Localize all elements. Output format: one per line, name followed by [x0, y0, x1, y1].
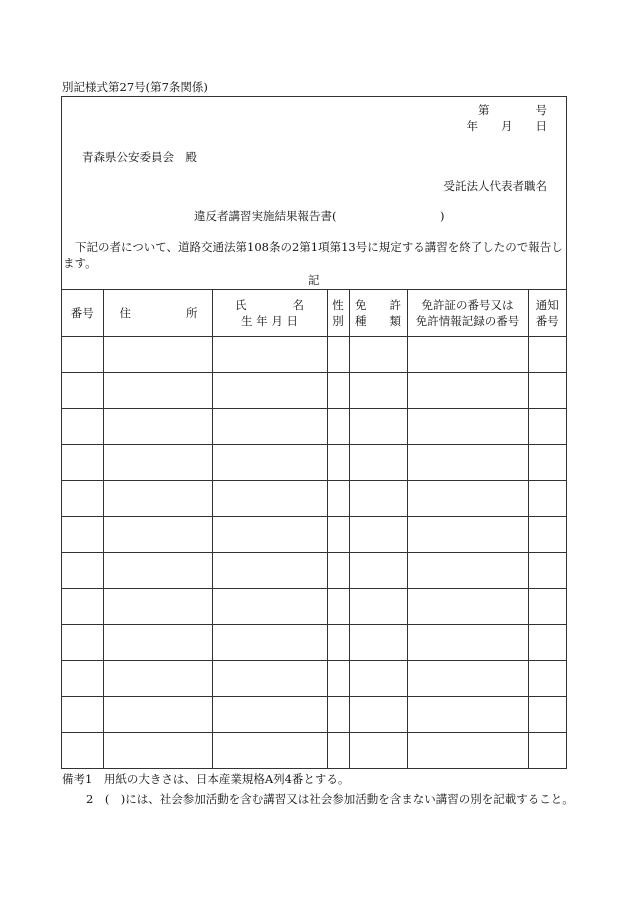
cell-sex[interactable]	[327, 661, 349, 697]
table-row	[62, 445, 566, 481]
cell-sex[interactable]	[327, 733, 349, 769]
cell-license-type[interactable]	[349, 373, 407, 409]
cell-number[interactable]	[62, 625, 103, 661]
cell-notice-number[interactable]	[528, 733, 566, 769]
report-title: 違反者講習実施結果報告書( )	[194, 209, 445, 223]
header-name: 氏 名	[235, 298, 304, 312]
cell-address[interactable]	[103, 589, 212, 625]
note-1: 備考1 用紙の大きさは、日本産業規格A列4番とする。	[62, 772, 350, 786]
cell-license-type[interactable]	[349, 481, 407, 517]
cell-address[interactable]	[103, 337, 212, 373]
cell-name-dob[interactable]	[212, 373, 327, 409]
cell-license-type[interactable]	[349, 661, 407, 697]
header-number: 番号	[62, 290, 103, 337]
header-sex-2: 別	[332, 314, 344, 328]
cell-number[interactable]	[62, 553, 103, 589]
cell-name-dob[interactable]	[212, 661, 327, 697]
cell-license-type[interactable]	[349, 697, 407, 733]
table-header-row	[62, 290, 566, 337]
cell-sex[interactable]	[327, 625, 349, 661]
cell-name-dob[interactable]	[212, 553, 327, 589]
cell-number[interactable]	[62, 409, 103, 445]
body-text-line1: 下記の者について、道路交通法第108条の2第1項第13号に規定する講習を終了したので報告し	[75, 240, 563, 254]
cell-license-type[interactable]	[349, 517, 407, 553]
cell-notice-number[interactable]	[528, 445, 566, 481]
cell-notice-number[interactable]	[528, 409, 566, 445]
cell-license-number[interactable]	[407, 589, 528, 625]
cell-number[interactable]	[62, 697, 103, 733]
addressee: 青森県公安委員会 殿	[82, 150, 197, 164]
cell-notice-number[interactable]	[528, 625, 566, 661]
cell-address[interactable]	[103, 697, 212, 733]
table-row	[62, 373, 566, 409]
ki-label: 記	[308, 273, 320, 287]
table-row	[62, 697, 566, 733]
cell-number[interactable]	[62, 337, 103, 373]
cell-license-number[interactable]	[407, 337, 528, 373]
cell-number[interactable]	[62, 445, 103, 481]
header-license-type	[349, 290, 407, 337]
cell-sex[interactable]	[327, 445, 349, 481]
header-address-2: 所	[186, 306, 198, 320]
header-notice-number	[528, 290, 566, 337]
cell-number[interactable]	[62, 373, 103, 409]
document-number: 第 号	[478, 103, 547, 117]
cell-number[interactable]	[62, 661, 103, 697]
header-license-no-1: 免許証の番号又は	[421, 298, 514, 312]
cell-sex[interactable]	[327, 337, 349, 373]
cell-license-type[interactable]	[349, 409, 407, 445]
cell-notice-number[interactable]	[528, 553, 566, 589]
cell-license-number[interactable]	[407, 553, 528, 589]
note-2: 2 ( )には、社会参加活動を含む講習又は社会参加活動を含まない講習の別を記載すること。	[86, 792, 574, 806]
cell-address[interactable]	[103, 409, 212, 445]
header-sex	[327, 290, 349, 337]
header-sex-1: 性	[332, 298, 344, 312]
cell-address[interactable]	[103, 373, 212, 409]
cell-notice-number[interactable]	[528, 697, 566, 733]
report-form	[61, 96, 567, 769]
cell-notice-number[interactable]	[528, 661, 566, 697]
cell-address[interactable]	[103, 625, 212, 661]
cell-sex[interactable]	[327, 517, 349, 553]
header-license-no-2: 免許情報記録の番号	[415, 314, 520, 328]
cell-license-number[interactable]	[407, 481, 528, 517]
body-text-line2: ます。	[63, 256, 97, 270]
cell-sex[interactable]	[327, 553, 349, 589]
cell-sex[interactable]	[327, 409, 349, 445]
cell-license-number[interactable]	[407, 517, 528, 553]
cell-name-dob[interactable]	[212, 409, 327, 445]
cell-notice-number[interactable]	[528, 589, 566, 625]
cell-license-number[interactable]	[407, 373, 528, 409]
cell-name-dob[interactable]	[212, 337, 327, 373]
cell-number[interactable]	[62, 589, 103, 625]
form-label: 別記様式第27号(第7条関係)	[62, 80, 208, 94]
cell-license-number[interactable]	[407, 445, 528, 481]
header-notice-2: 番号	[535, 314, 559, 328]
table-row	[62, 625, 566, 661]
sender-title: 受託法人代表者職名	[443, 179, 547, 193]
cell-address[interactable]	[103, 481, 212, 517]
cell-license-number[interactable]	[407, 697, 528, 733]
cell-license-type[interactable]	[349, 733, 407, 769]
cell-notice-number[interactable]	[528, 337, 566, 373]
report-table	[62, 289, 566, 769]
cell-name-dob[interactable]	[212, 517, 327, 553]
cell-number[interactable]	[62, 517, 103, 553]
table-row	[62, 589, 566, 625]
cell-number[interactable]	[62, 733, 103, 769]
cell-address[interactable]	[103, 553, 212, 589]
cell-name-dob[interactable]	[212, 697, 327, 733]
cell-sex[interactable]	[327, 697, 349, 733]
header-address	[103, 290, 212, 337]
cell-notice-number[interactable]	[528, 373, 566, 409]
cell-license-number[interactable]	[407, 625, 528, 661]
cell-sex[interactable]	[327, 589, 349, 625]
cell-address[interactable]	[103, 517, 212, 553]
cell-number[interactable]	[62, 481, 103, 517]
header-notice-1: 通知	[535, 298, 559, 312]
header-address-1: 住	[119, 306, 131, 320]
table-row	[62, 409, 566, 445]
cell-notice-number[interactable]	[528, 517, 566, 553]
header-license-1: 免 許	[355, 298, 401, 312]
cell-address[interactable]	[103, 733, 212, 769]
table-row	[62, 517, 566, 553]
table-row	[62, 733, 566, 769]
cell-name-dob[interactable]	[212, 733, 327, 769]
cell-address[interactable]	[103, 445, 212, 481]
cell-license-number[interactable]	[407, 733, 528, 769]
cell-sex[interactable]	[327, 481, 349, 517]
cell-license-number[interactable]	[407, 661, 528, 697]
cell-license-type[interactable]	[349, 445, 407, 481]
cell-license-number[interactable]	[407, 409, 528, 445]
header-dob: 生 年 月 日	[241, 314, 298, 328]
cell-name-dob[interactable]	[212, 481, 327, 517]
table-row	[62, 337, 566, 373]
cell-license-type[interactable]	[349, 337, 407, 373]
cell-address[interactable]	[103, 661, 212, 697]
cell-name-dob[interactable]	[212, 445, 327, 481]
table-row	[62, 661, 566, 697]
document-date: 年 月 日	[466, 119, 547, 133]
header-license-number	[407, 290, 528, 337]
cell-notice-number[interactable]	[528, 481, 566, 517]
cell-license-type[interactable]	[349, 553, 407, 589]
cell-name-dob[interactable]	[212, 589, 327, 625]
cell-license-type[interactable]	[349, 589, 407, 625]
cell-license-type[interactable]	[349, 625, 407, 661]
table-row	[62, 553, 566, 589]
cell-name-dob[interactable]	[212, 625, 327, 661]
cell-sex[interactable]	[327, 373, 349, 409]
header-license-2: 種 類	[355, 314, 401, 328]
table-row	[62, 481, 566, 517]
table-body	[62, 337, 566, 769]
header-name-dob	[212, 290, 327, 337]
